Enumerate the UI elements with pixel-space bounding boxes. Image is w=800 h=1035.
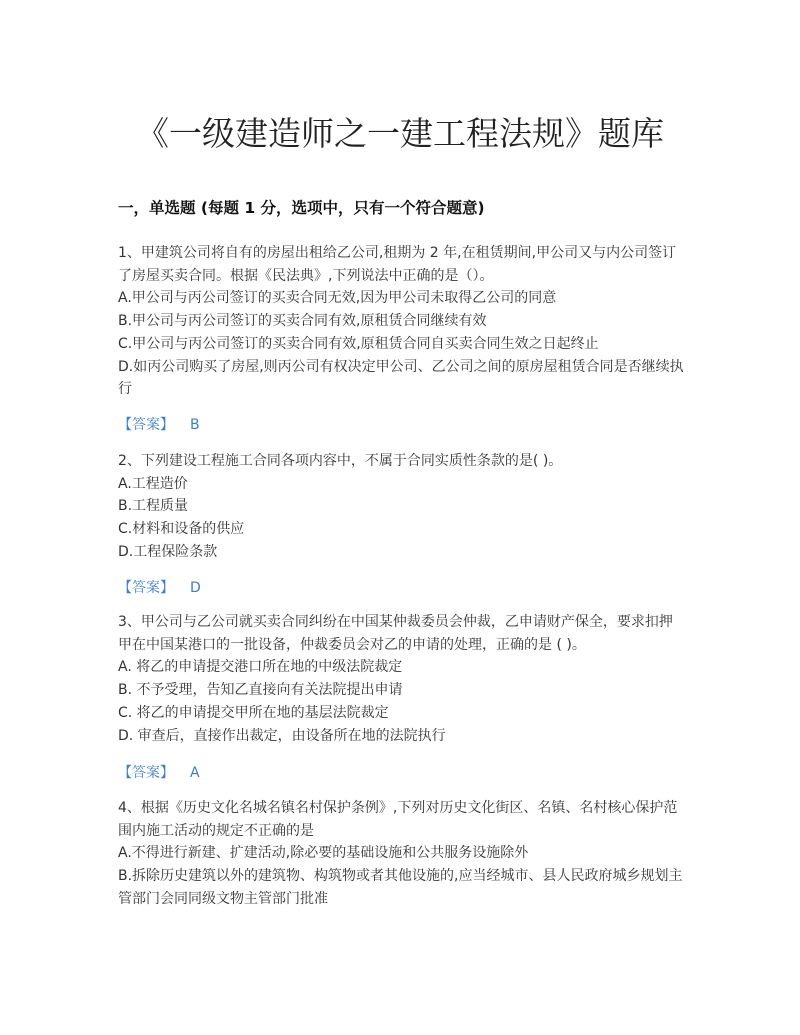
option-b: B.工程质量 [118, 498, 189, 515]
answer-value: B [190, 417, 200, 433]
section-heading: 一，单选题 (每题 1 分，选项中，只有一个符合题意) [118, 199, 485, 217]
question-stem: 2、下列建设工程施工合同各项内容中，不属于合同实质性条款的是( )。 [118, 453, 563, 469]
question-stem: 1、甲建筑公司将自有的房屋出租给乙公司,租期为 2 年,在租赁期间,甲公司又与内公司签订了房屋买卖合同。根据《民法典》,下列说法中正确的是（）。 [118, 245, 677, 284]
answer-3 [118, 762, 200, 782]
answer-label: 【答案】 [118, 417, 174, 433]
answer-2 [118, 577, 201, 597]
option-d: D.如丙公司购买了房屋,则丙公司有权决定甲公司、乙公司之间的原房屋租赁合同是否继续执行 [118, 358, 684, 398]
answer-label: 【答案】 [118, 580, 174, 596]
question-1 [118, 242, 686, 401]
option-c: C.甲公司与丙公司签订的买卖合同有效,原租赁合同自买卖合同生效之日起终止 [118, 335, 599, 352]
question-stem: 4、根据《历史文化名城名镇名村保护条例》,下列对历史文化街区、名镇、名村核心保护范围内施工活动的规定不正确的是 [118, 800, 678, 839]
question-2 [118, 450, 686, 564]
answer-label: 【答案】 [118, 765, 174, 781]
answer-1 [118, 414, 200, 434]
option-d: D.工程保险条款 [118, 543, 218, 560]
option-b: B. 不予受理，告知乙直接向有关法院提出申请 [118, 682, 403, 699]
option-b: B.拆除历史建筑以外的建筑物、构筑物或者其他设施的,应当经城市、县人民政府城乡规划主管部门会同同级文物主管部门批准 [118, 868, 683, 907]
option-b: B.甲公司与丙公司签订的买卖合同有效,原租赁合同继续有效 [118, 313, 487, 330]
answer-value: D [190, 580, 201, 596]
question-4 [118, 797, 686, 911]
document-title: 《一级建造师之一建工程法规》题库 [136, 114, 664, 153]
question-3 [118, 611, 686, 747]
option-a: A.甲公司与丙公司签订的买卖合同无效,因为甲公司未取得乙公司的同意 [118, 290, 557, 307]
option-a: A. 将乙的申请提交港口所在地的中级法院裁定 [118, 659, 403, 676]
option-c: C. 将乙的申请提交甲所在地的基层法院裁定 [118, 704, 389, 721]
answer-value: A [190, 765, 200, 781]
option-c: C.材料和设备的供应 [118, 521, 245, 538]
option-a: A.不得进行新建、扩建活动,除必要的基础设施和公共服务设施除外 [118, 845, 529, 862]
question-stem: 3、甲公司与乙公司就买卖合同纠纷在中国某仲裁委员会仲裁，乙申请财产保全，要求扣押甲在中国某港口的一批设备，仲裁委员会对乙的申请的处理，正确的是 ( )。 [118, 614, 673, 653]
option-a: A.工程造价 [118, 475, 188, 492]
option-d: D. 审查后，直接作出裁定，由设备所在地的法院执行 [118, 727, 446, 744]
